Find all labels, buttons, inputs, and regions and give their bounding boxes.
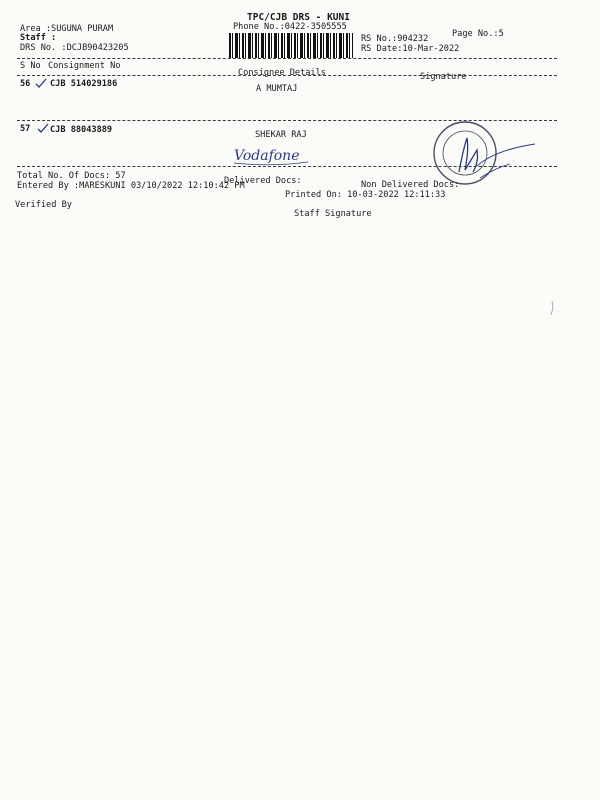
phone-number: Phone No.:0422-3505555 bbox=[233, 22, 347, 32]
barcode bbox=[229, 33, 353, 58]
total-docs: Total No. Of Docs: 57 bbox=[17, 171, 126, 181]
row-sno: 57 bbox=[20, 124, 31, 134]
non-delivered-docs: Non Delivered Docs: bbox=[361, 180, 460, 190]
divider bbox=[17, 75, 557, 76]
entered-by: Entered By :MARESKUNI 03/10/2022 12:10:42 PM bbox=[17, 181, 245, 191]
check-mark-icon bbox=[35, 78, 47, 88]
row-consignee: A MUMTAJ bbox=[256, 84, 298, 94]
staff-label: Staff : bbox=[20, 33, 57, 43]
handwritten-signature bbox=[232, 143, 312, 167]
row-consignment: CJB 88043889 bbox=[50, 125, 113, 135]
staff-signature: Staff Signature bbox=[294, 209, 372, 219]
divider bbox=[17, 58, 557, 59]
area-label: Area :SUGUNA PURAM bbox=[20, 24, 114, 34]
column-consignee: Consignee Details bbox=[238, 68, 326, 78]
verified-by: Verified By bbox=[15, 200, 72, 210]
scan-mark bbox=[548, 300, 556, 316]
page-number: Page No.:5 bbox=[452, 29, 504, 39]
drs-number: DRS No. :DCJB90423205 bbox=[20, 43, 129, 53]
check-mark-icon bbox=[37, 123, 49, 133]
rs-number: RS No.:904232 bbox=[361, 34, 429, 44]
sheet-title: TPC/CJB DRS - KUNI bbox=[247, 12, 350, 23]
svg-text:Vodafone: Vodafone bbox=[234, 148, 300, 164]
delivered-docs: Delivered Docs: bbox=[224, 176, 302, 186]
rs-date: RS Date:10-Mar-2022 bbox=[361, 44, 460, 54]
column-signature: Signature bbox=[420, 72, 467, 82]
row-consignment: CJB 514029186 bbox=[50, 79, 118, 89]
column-sno: S No bbox=[20, 61, 41, 71]
divider bbox=[17, 166, 557, 167]
printed-on: Printed On: 10-03-2022 12:11:33 bbox=[285, 190, 446, 200]
column-consignment: Consignment No bbox=[48, 61, 121, 71]
row-consignee: SHEKAR RAJ bbox=[255, 130, 307, 140]
row-sno: 56 bbox=[20, 79, 31, 89]
